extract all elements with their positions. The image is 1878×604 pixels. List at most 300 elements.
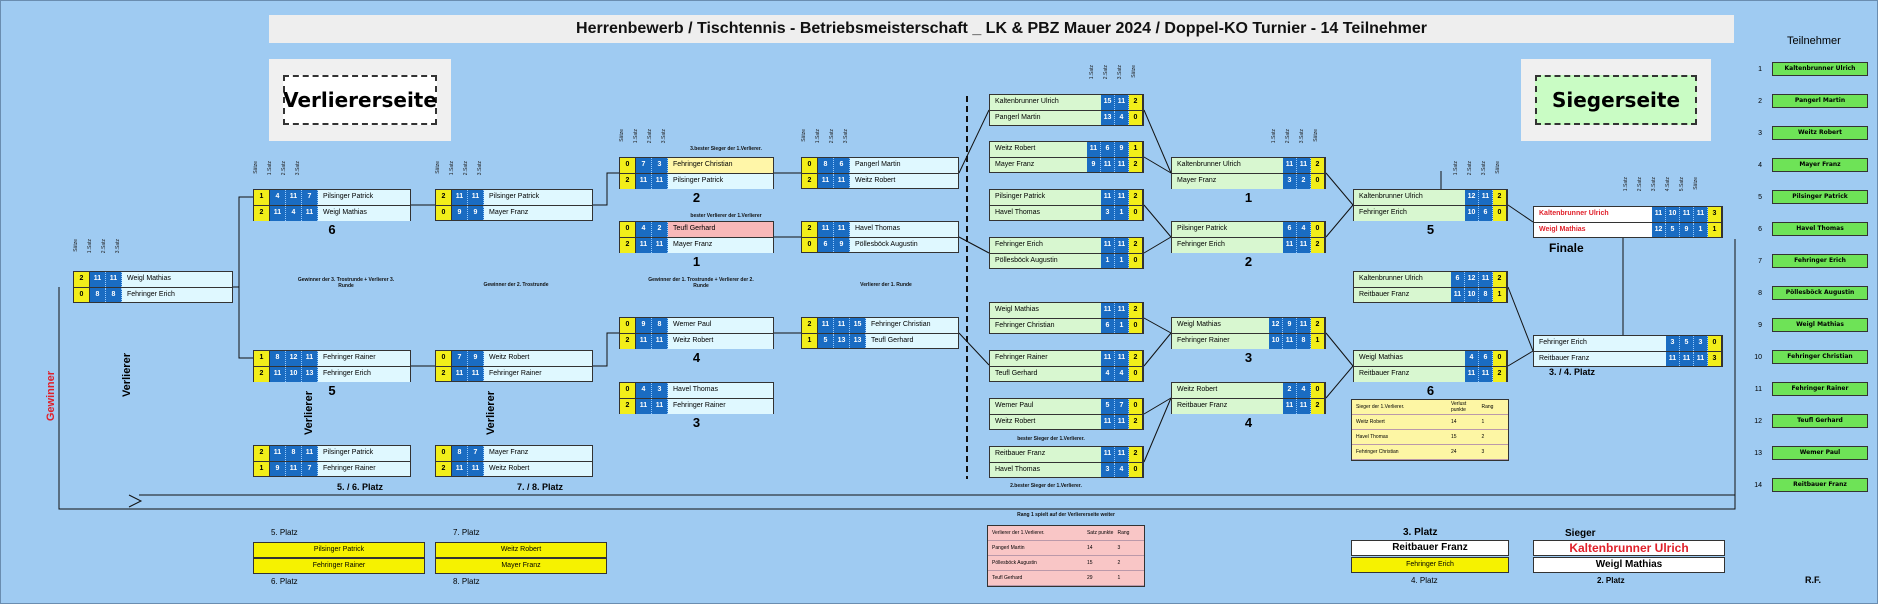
score-cell: 11 bbox=[1694, 207, 1708, 222]
score-cell: 2 bbox=[436, 462, 452, 476]
score-cell: 4 bbox=[1115, 463, 1129, 477]
score-cell: 9 bbox=[1680, 223, 1694, 237]
player-name: Wemer Paul bbox=[668, 318, 773, 333]
score-cell: 11 bbox=[468, 190, 484, 205]
score-cell: 0 bbox=[74, 288, 90, 302]
match-t3 bbox=[801, 317, 959, 349]
score-cell: 11 bbox=[1101, 303, 1115, 318]
match-r1d bbox=[989, 237, 1144, 269]
score-cell: 9 bbox=[468, 206, 484, 220]
score-cell: 11 bbox=[90, 272, 106, 287]
table-header bbox=[1352, 400, 1508, 415]
score-cell: 8 bbox=[270, 351, 286, 366]
player-name: Reitbauer Franz bbox=[990, 447, 1101, 462]
match-row bbox=[801, 157, 959, 173]
score-cell: 0 bbox=[802, 158, 818, 173]
table-header-cell: Verlust punkte bbox=[1450, 401, 1467, 413]
player-name: Fehringer Rainer bbox=[484, 367, 592, 381]
match-r1a bbox=[989, 94, 1144, 126]
column-header: 3.Satz bbox=[1299, 129, 1305, 144]
participant-name: Wemer Paul bbox=[1772, 446, 1868, 460]
score-cell: 0 bbox=[1708, 336, 1722, 351]
bracket-line bbox=[239, 287, 253, 358]
column-header: 1.Satz bbox=[1271, 129, 1277, 144]
score-cell: 11 bbox=[1101, 158, 1115, 172]
column-header: 3.Satz bbox=[1481, 161, 1487, 176]
player-name: Pangerl Martin bbox=[990, 111, 1101, 125]
set-scores bbox=[74, 272, 122, 287]
match-row bbox=[989, 350, 1144, 366]
set-scores bbox=[620, 334, 668, 349]
participant-item bbox=[1748, 62, 1868, 76]
score-cell: 8 bbox=[1479, 288, 1493, 302]
score-cell: 6 bbox=[1479, 206, 1493, 221]
score-cell: 11 bbox=[636, 174, 652, 189]
table-cell: 3 bbox=[1481, 449, 1485, 455]
match-row bbox=[253, 445, 411, 461]
match-q2 bbox=[619, 157, 774, 205]
set-scores bbox=[620, 174, 668, 189]
column-header: 1.Satz bbox=[633, 129, 639, 144]
score-cell: 11 bbox=[1283, 399, 1297, 414]
score-cell: 0 bbox=[436, 446, 452, 461]
score-cell: 3 bbox=[1708, 207, 1722, 222]
match-number: 3 bbox=[692, 415, 701, 430]
score-cell: 1 bbox=[1115, 319, 1129, 333]
match-row bbox=[1353, 287, 1508, 303]
set-scores bbox=[802, 158, 850, 173]
player-name: Pilsinger Patrick bbox=[318, 190, 410, 205]
player-name: Kaltenbrunner Ulrich bbox=[1534, 207, 1652, 222]
match-row bbox=[989, 94, 1144, 110]
set-scores bbox=[1101, 238, 1143, 253]
score-cell: 9 bbox=[468, 351, 484, 366]
player-name: Fehringer Christian bbox=[668, 158, 773, 173]
score-cell: 2 bbox=[1283, 383, 1297, 398]
score-cell: 2 bbox=[436, 367, 452, 381]
player-name: Kaltenbrunner Ulrich bbox=[1354, 190, 1465, 205]
column-header: 4.Satz bbox=[1665, 177, 1671, 192]
table-cell: 24 bbox=[1450, 449, 1457, 455]
note-w1: Verlierer der 1. Runde bbox=[860, 282, 912, 288]
participant-name: Teufl Gerhard bbox=[1772, 414, 1868, 428]
player-name: Pilsinger Patrick bbox=[318, 446, 410, 461]
bracket-line bbox=[1144, 318, 1171, 333]
score-cell: 11 bbox=[636, 334, 652, 349]
p7-box: Weitz Robert bbox=[435, 542, 607, 558]
column-header: 1.Satz bbox=[1089, 65, 1095, 80]
score-cell: 11 bbox=[106, 272, 122, 287]
player-name: Weigl Mathias bbox=[1354, 351, 1465, 366]
participant-number: 8 bbox=[1758, 289, 1762, 297]
participants-title: Teilnehmer bbox=[1787, 35, 1841, 47]
score-cell: 2 bbox=[1129, 158, 1143, 172]
set-scores bbox=[802, 334, 866, 348]
bracket-line bbox=[233, 197, 253, 287]
match-row bbox=[989, 237, 1144, 253]
score-cell: 9 bbox=[1283, 318, 1297, 333]
player-name: Weitz Robert bbox=[990, 415, 1101, 429]
bracket-line bbox=[1326, 173, 1353, 205]
rf-label: R.F. bbox=[1805, 575, 1822, 585]
p2-box: Weigl Mathias bbox=[1533, 557, 1725, 573]
score-cell: 8 bbox=[90, 288, 106, 302]
score-cell: 0 bbox=[1129, 367, 1143, 381]
score-cell: 7 bbox=[1115, 399, 1129, 414]
column-header: Sätze bbox=[1131, 65, 1137, 78]
score-cell: 11 bbox=[1115, 158, 1129, 172]
match-row bbox=[1533, 222, 1723, 238]
score-cell: 5 bbox=[1666, 223, 1680, 237]
match-row bbox=[1353, 350, 1508, 366]
score-cell: 11 bbox=[270, 367, 286, 382]
match-row bbox=[1171, 333, 1326, 349]
set-scores bbox=[1283, 222, 1325, 237]
score-cell: 8 bbox=[1297, 334, 1311, 349]
score-cell: 2 bbox=[620, 399, 636, 414]
gewinner-label: Gewinner bbox=[45, 371, 57, 422]
match-row bbox=[1171, 237, 1326, 253]
table-cell: Weitz Robert bbox=[1356, 419, 1385, 425]
score-cell: 11 bbox=[636, 399, 652, 414]
set-scores bbox=[1101, 111, 1143, 125]
participant-name: Kaltenbrunner Ulrich bbox=[1772, 62, 1868, 76]
score-cell: 13 bbox=[1101, 111, 1115, 125]
p3-box: Reitbauer Franz bbox=[1351, 540, 1509, 556]
match-number: 4 bbox=[1244, 415, 1253, 430]
verlierer-ranking-table bbox=[987, 525, 1145, 587]
score-cell: 9 bbox=[1115, 142, 1129, 157]
score-cell: 11 bbox=[1680, 352, 1694, 366]
match-row bbox=[1353, 271, 1508, 287]
score-cell: 11 bbox=[1101, 447, 1115, 462]
match-number: 5 bbox=[1426, 222, 1435, 237]
score-cell: 2 bbox=[254, 446, 270, 461]
column-header: 2.Satz bbox=[463, 161, 469, 176]
score-cell: 10 bbox=[1465, 206, 1479, 221]
table-cell: 1 bbox=[1481, 419, 1485, 425]
match-row bbox=[989, 302, 1144, 318]
match-row bbox=[989, 253, 1144, 269]
player-name: Kaltenbrunner Ulrich bbox=[990, 95, 1101, 110]
participant-number: 7 bbox=[1758, 257, 1762, 265]
table-row bbox=[988, 541, 1144, 556]
table-cell: 2 bbox=[1481, 434, 1485, 440]
score-cell: 0 bbox=[620, 383, 636, 398]
match-r1b bbox=[989, 141, 1144, 173]
match-row bbox=[253, 461, 411, 477]
match-row bbox=[435, 366, 593, 382]
score-cell: 5 bbox=[1101, 399, 1115, 414]
set-scores bbox=[1283, 383, 1325, 398]
score-cell: 11 bbox=[1652, 207, 1666, 222]
set-scores bbox=[1283, 174, 1325, 189]
score-cell: 11 bbox=[818, 174, 834, 188]
match-row bbox=[1353, 189, 1508, 205]
match-l56 bbox=[253, 445, 411, 477]
participant-item bbox=[1748, 94, 1868, 108]
score-cell: 2 bbox=[1129, 415, 1143, 429]
bracket-line bbox=[1144, 398, 1171, 462]
match-row bbox=[1171, 221, 1326, 237]
score-cell: 8 bbox=[106, 288, 122, 302]
match-row bbox=[253, 205, 411, 221]
p6-label: 6. Platz bbox=[271, 577, 298, 586]
score-cell: 3 bbox=[1666, 336, 1680, 351]
set-scores bbox=[1283, 399, 1325, 414]
score-cell: 3 bbox=[1694, 336, 1708, 351]
score-cell: 7 bbox=[302, 462, 318, 476]
match-row bbox=[1171, 317, 1326, 333]
match-row bbox=[1353, 366, 1508, 382]
score-cell: 1 bbox=[1311, 334, 1325, 349]
score-cell: 11 bbox=[1451, 288, 1465, 302]
player-name: Fehringer Christian bbox=[866, 318, 958, 333]
player-name: Mayer Franz bbox=[484, 446, 592, 461]
score-cell: 11 bbox=[1666, 352, 1680, 366]
score-cell: 11 bbox=[834, 222, 850, 237]
match-row bbox=[73, 271, 233, 287]
score-cell: 10 bbox=[286, 367, 302, 382]
score-cell: 7 bbox=[468, 446, 484, 461]
score-cell: 9 bbox=[270, 462, 286, 476]
set-scores bbox=[436, 206, 484, 220]
sieger-ranking-table bbox=[1351, 399, 1509, 461]
set-scores bbox=[802, 318, 866, 333]
set-scores bbox=[1087, 158, 1143, 172]
participant-item bbox=[1748, 158, 1868, 172]
player-name: Mayer Franz bbox=[668, 238, 773, 253]
participant-item bbox=[1748, 318, 1868, 332]
match-w5 bbox=[1353, 189, 1508, 237]
score-cell: 2 bbox=[1129, 447, 1143, 462]
score-cell: 13 bbox=[302, 367, 318, 382]
p34-label: 3. / 4. Platz bbox=[1549, 367, 1596, 377]
set-scores bbox=[620, 158, 668, 173]
player-name: Pangerl Martin bbox=[850, 158, 958, 173]
score-cell: 2 bbox=[1311, 318, 1325, 333]
column-header: Sätze bbox=[1693, 177, 1699, 190]
page-title: Herrenbewerb / Tischtennis - Betriebsmeisterschaft _ LK & PBZ Mauer 2024 / Doppel-KO Turnier - 14 Teilnehmer bbox=[269, 15, 1734, 43]
bracket-line bbox=[1508, 351, 1533, 366]
score-cell: 11 bbox=[286, 462, 302, 476]
score-cell: 3 bbox=[652, 158, 668, 173]
match-q4 bbox=[619, 317, 774, 365]
score-cell: 0 bbox=[1129, 399, 1143, 414]
player-name: Fehringer Erich bbox=[1534, 336, 1666, 351]
score-cell: 11 bbox=[1101, 351, 1115, 366]
score-cell: 11 bbox=[1115, 351, 1129, 366]
match-number: 3 bbox=[1244, 350, 1253, 365]
participant-number: 3 bbox=[1758, 129, 1762, 137]
participant-number: 12 bbox=[1754, 417, 1762, 425]
player-name: Mayer Franz bbox=[1172, 174, 1283, 189]
player-name: Weigl Mathias bbox=[1534, 223, 1652, 237]
match-row bbox=[989, 141, 1144, 157]
player-name: Fehringer Erich bbox=[1354, 206, 1465, 221]
participant-name: Mayer Franz bbox=[1772, 158, 1868, 172]
verlierer-label-56: Verlierer bbox=[303, 391, 315, 436]
set-scores bbox=[620, 238, 668, 253]
participant-item bbox=[1748, 254, 1868, 268]
player-name: Weitz Robert bbox=[850, 174, 958, 188]
score-cell: 4 bbox=[1101, 367, 1115, 381]
table-cell: 2 bbox=[1117, 560, 1121, 566]
score-cell: 8 bbox=[652, 318, 668, 333]
participant-item bbox=[1748, 446, 1868, 460]
column-header: 3.Satz bbox=[477, 161, 483, 176]
match-l2a bbox=[435, 189, 593, 221]
column-header: 2.Satz bbox=[281, 161, 287, 176]
player-name: Weigl Mathias bbox=[318, 206, 410, 221]
match-row bbox=[73, 287, 233, 303]
table-cell: Havel Thomas bbox=[1356, 434, 1389, 440]
set-scores bbox=[254, 462, 318, 476]
match-row bbox=[253, 350, 411, 366]
participant-number: 6 bbox=[1758, 225, 1762, 233]
score-cell: 11 bbox=[1115, 303, 1129, 318]
score-cell: 11 bbox=[452, 190, 468, 205]
column-header: 2.Satz bbox=[1285, 129, 1291, 144]
player-name: Weigl Mathias bbox=[990, 303, 1101, 318]
score-cell: 4 bbox=[1115, 367, 1129, 381]
match-l2b bbox=[435, 350, 593, 382]
bracket-line bbox=[1326, 366, 1353, 398]
score-cell: 11 bbox=[270, 446, 286, 461]
set-scores bbox=[802, 174, 850, 188]
score-cell: 11 bbox=[1479, 190, 1493, 205]
set-scores bbox=[1101, 447, 1143, 462]
score-cell: 11 bbox=[302, 351, 318, 366]
match-row bbox=[801, 237, 959, 253]
score-cell: 7 bbox=[636, 158, 652, 173]
match-r1c bbox=[989, 189, 1144, 221]
finale-label: Finale bbox=[1549, 241, 1584, 255]
column-header: Sätze bbox=[1495, 161, 1501, 174]
match-row bbox=[619, 237, 774, 253]
match-row bbox=[989, 157, 1144, 173]
participant-number: 11 bbox=[1754, 385, 1762, 393]
p5-label: 5. Platz bbox=[271, 528, 298, 537]
score-cell: 2 bbox=[1129, 190, 1143, 205]
score-cell: 11 bbox=[1465, 367, 1479, 382]
set-scores bbox=[620, 399, 668, 414]
participant-item bbox=[1748, 126, 1868, 140]
match-w4 bbox=[1171, 382, 1326, 430]
score-cell: 11 bbox=[1115, 190, 1129, 205]
score-cell: 9 bbox=[834, 238, 850, 252]
score-cell: 0 bbox=[1493, 206, 1507, 221]
score-cell: 8 bbox=[452, 446, 468, 461]
participant-name: Havel Thomas bbox=[1772, 222, 1868, 236]
score-cell: 3 bbox=[652, 383, 668, 398]
match-w3 bbox=[1171, 317, 1326, 365]
set-scores bbox=[436, 190, 484, 205]
column-header: 1.Satz bbox=[1623, 177, 1629, 192]
score-cell: 8 bbox=[286, 446, 302, 461]
match-number: 4 bbox=[692, 350, 701, 365]
score-cell: 11 bbox=[1115, 238, 1129, 253]
score-cell: 11 bbox=[1297, 158, 1311, 173]
bracket-line bbox=[593, 173, 619, 205]
participant-item bbox=[1748, 190, 1868, 204]
bracket-line bbox=[1144, 110, 1171, 173]
set-scores bbox=[436, 367, 484, 381]
score-cell: 0 bbox=[1311, 383, 1325, 398]
match-number: 6 bbox=[1426, 383, 1435, 398]
match-row bbox=[619, 333, 774, 349]
column-header: 2.Satz bbox=[1467, 161, 1473, 176]
set-scores bbox=[1465, 206, 1507, 221]
score-cell: 11 bbox=[652, 399, 668, 414]
participant-number: 13 bbox=[1754, 449, 1762, 457]
score-cell: 0 bbox=[1129, 319, 1143, 333]
score-cell: 1 bbox=[1101, 254, 1115, 268]
player-name: Pilsinger Patrick bbox=[990, 190, 1101, 205]
score-cell: 2 bbox=[1493, 367, 1507, 382]
column-header: 2.Satz bbox=[829, 129, 835, 144]
player-name: Fehringer Christian bbox=[990, 319, 1101, 333]
p1-box: Kaltenbrunner Ulrich bbox=[1533, 540, 1725, 556]
match-w6 bbox=[1353, 350, 1508, 398]
score-cell: 0 bbox=[802, 238, 818, 252]
match-row bbox=[989, 462, 1144, 478]
player-name: Fehringer Rainer bbox=[990, 351, 1101, 366]
match-row bbox=[989, 366, 1144, 382]
match-row bbox=[435, 205, 593, 221]
score-cell: 0 bbox=[436, 351, 452, 366]
score-cell: 11 bbox=[1115, 95, 1129, 110]
set-scores bbox=[1269, 318, 1325, 333]
set-scores bbox=[254, 206, 318, 221]
bracket-line bbox=[1144, 237, 1171, 253]
score-cell: 0 bbox=[1311, 222, 1325, 237]
match-p34m bbox=[1533, 335, 1723, 367]
score-cell: 2 bbox=[802, 318, 818, 333]
score-cell: 11 bbox=[1115, 447, 1129, 462]
table-header-cell: Verlierer der 1.Verlierer. bbox=[992, 530, 1045, 536]
score-cell: 2 bbox=[1311, 158, 1325, 173]
participant-number: 4 bbox=[1758, 161, 1762, 169]
match-r1g bbox=[989, 398, 1144, 430]
player-name: Pilsinger Patrick bbox=[1172, 222, 1283, 237]
score-cell: 2 bbox=[436, 190, 452, 205]
score-cell: 3 bbox=[1101, 463, 1115, 477]
participant-number: 5 bbox=[1758, 193, 1762, 201]
player-name: Teufl Gerhard bbox=[866, 334, 958, 348]
score-cell: 12 bbox=[1652, 223, 1666, 237]
score-cell: 12 bbox=[1269, 318, 1283, 333]
participant-number: 9 bbox=[1758, 321, 1762, 329]
set-scores bbox=[1101, 303, 1143, 318]
match-t1 bbox=[801, 157, 959, 189]
participant-number: 14 bbox=[1754, 481, 1762, 489]
bracket-line bbox=[1144, 205, 1171, 237]
table-cell: Fehringer Christian bbox=[1356, 449, 1399, 455]
player-name: Fehringer Rainer bbox=[668, 399, 773, 414]
participant-number: 2 bbox=[1758, 97, 1762, 105]
sieger-label: Sieger bbox=[1565, 528, 1596, 539]
table-cell: Pöllesböck Augustin bbox=[992, 560, 1037, 566]
score-cell: 2 bbox=[1493, 190, 1507, 205]
score-cell: 11 bbox=[468, 462, 484, 476]
score-cell: 11 bbox=[818, 222, 834, 237]
player-name: Weigl Mathias bbox=[1172, 318, 1269, 333]
score-cell: 2 bbox=[254, 206, 270, 221]
set-scores bbox=[1652, 223, 1722, 237]
score-cell: 11 bbox=[1479, 367, 1493, 382]
score-cell: 2 bbox=[1311, 238, 1325, 253]
